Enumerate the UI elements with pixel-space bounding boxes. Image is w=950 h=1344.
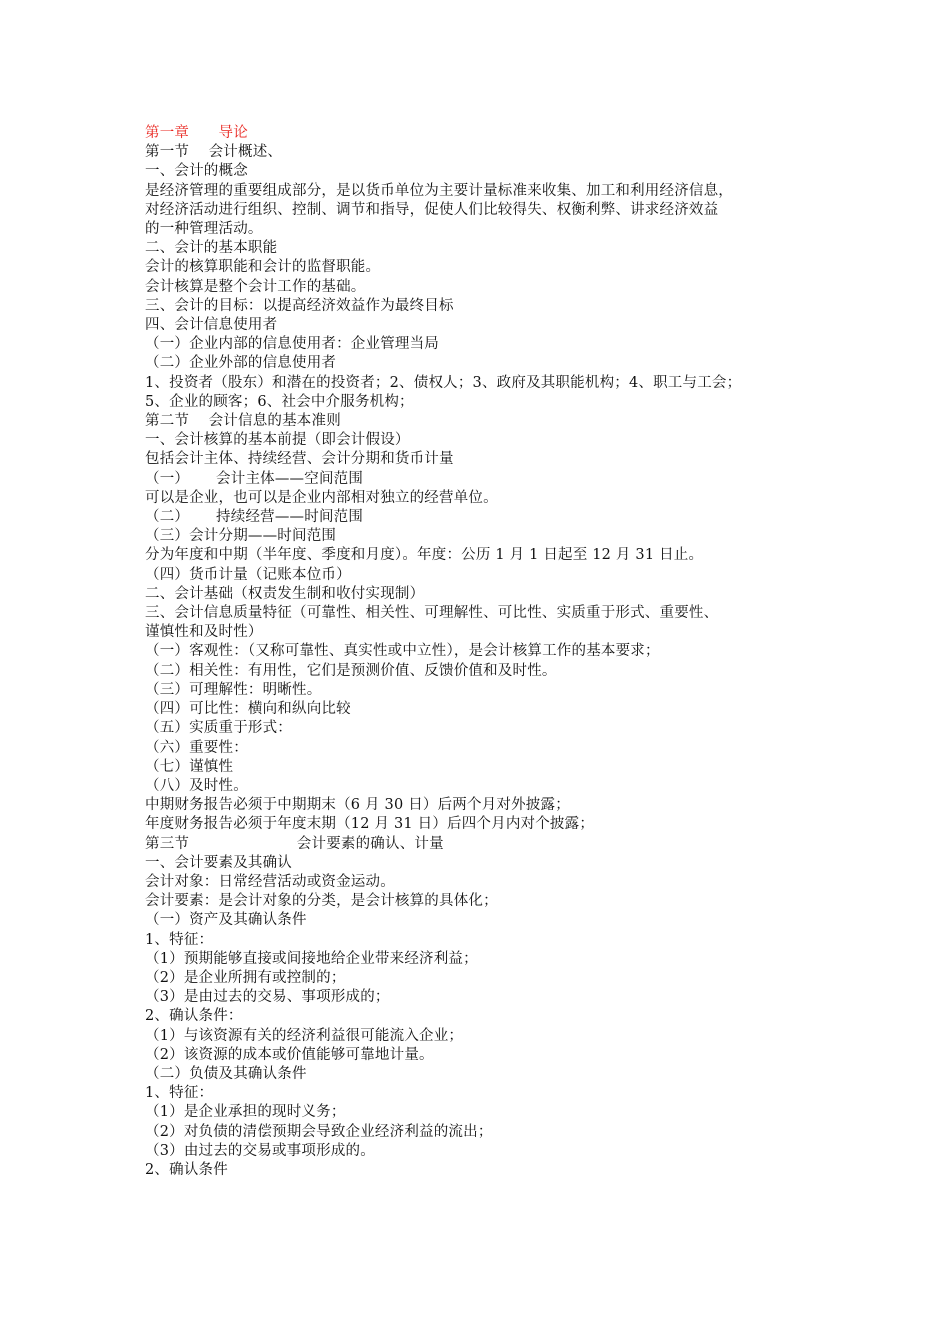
- text-line: （2）对负债的清偿预期会导致企业经济利益的流出；: [145, 1123, 493, 1140]
- text-line: （2）该资源的成本或价值能够可靠地计量。: [145, 1046, 434, 1063]
- text-line: 会计的核算职能和会计的监督职能。: [145, 259, 381, 276]
- text-line: （二）负债及其确认条件: [145, 1065, 307, 1082]
- text-line: （二）企业外部的信息使用者: [145, 355, 337, 372]
- text-line: 对经济活动进行组织、控制、调节和指导，促使人们比较得失、权衡利弊、讲求经济效益: [145, 201, 719, 218]
- text-line: 1、投资者（股东）和潜在的投资者；2、债权人；3、政府及其职能机构；4、职工与工会；: [145, 374, 742, 391]
- text-line: 二、会计基础（权责发生制和收付实现制）: [145, 585, 425, 602]
- document-body: [145, 124, 815, 1180]
- text-line: （三）会计分期——时间范围: [145, 528, 337, 545]
- text-line: （3）由过去的交易或事项形成的。: [145, 1142, 375, 1159]
- text-line: （1）是企业承担的现时义务；: [145, 1104, 346, 1121]
- text-line: （四）可比性：横向和纵向比较: [145, 701, 351, 718]
- text-line: 1、特征：: [145, 931, 214, 948]
- text-line: 会计核算是整个会计工作的基础。: [145, 278, 366, 295]
- text-line: 2、确认条件: [145, 1161, 228, 1178]
- text-line: （一）资产及其确认条件: [145, 912, 307, 929]
- text-line: 年度财务报告必须于年度末期（12 月 31 日）后四个月内对个披露；: [145, 816, 595, 833]
- text-line: （四）货币计量（记账本位币）: [145, 566, 351, 583]
- text-line: 四、会计信息使用者: [145, 317, 278, 334]
- text-line: 5、企业的顾客；6、社会中介服务机构；: [145, 393, 414, 410]
- text-line: 会计要素：是会计对象的分类，是会计核算的具体化；: [145, 893, 498, 910]
- text-line: 的一种管理活动。: [145, 221, 263, 238]
- section-heading: 第二节 会计信息的基本准则: [145, 413, 341, 430]
- text-line: （一）企业内部的信息使用者：企业管理当局: [145, 336, 439, 353]
- text-line: （二）相关性：有用性，它们是预测价值、反馈价值和及时性。: [145, 662, 557, 679]
- text-line: （三）可理解性：明晰性。: [145, 681, 322, 698]
- text-line: 是经济管理的重要组成部分，是以货币单位为主要计量标准来收集、加工和利用经济信息，: [145, 182, 733, 199]
- text-line: （七）谨慎性: [145, 758, 234, 775]
- text-line: （二） 持续经营——时间范围: [145, 509, 364, 526]
- text-line: （六）重要性：: [145, 739, 248, 756]
- text-line: （一） 会计主体——空间范围: [145, 470, 364, 487]
- text-line: （五）实质重于形式：: [145, 720, 292, 737]
- text-line: 1、特征：: [145, 1085, 214, 1102]
- text-line: （一）客观性：（又称可靠性、真实性或中立性），是会计核算工作的基本要求；: [145, 643, 660, 660]
- text-line: 中期财务报告必须于中期期末（6 月 30 日）后两个月对外披露；: [145, 797, 570, 814]
- text-line: 2、确认条件：: [145, 1008, 243, 1025]
- text-line: 一、会计核算的基本前提（即会计假设）: [145, 432, 410, 449]
- text-line: 三、会计的目标：以提高经济效益作为最终目标: [145, 297, 454, 314]
- section-heading: 第一节 会计概述、: [145, 144, 283, 161]
- text-line: （1）预期能够直接或间接地给企业带来经济利益；: [145, 950, 478, 967]
- text-line: 三、会计信息质量特征（可靠性、相关性、可理解性、可比性、实质重于形式、重要性、: [145, 605, 719, 622]
- text-line: （3）是由过去的交易、事项形成的；: [145, 989, 390, 1006]
- chapter-title: 第一章 导论: [145, 125, 248, 141]
- text-line: 一、会计的概念: [145, 163, 248, 180]
- text-line: （2）是企业所拥有或控制的；: [145, 969, 346, 986]
- text-line: 一、会计要素及其确认: [145, 854, 292, 871]
- text-line: 二、会计的基本职能: [145, 240, 278, 257]
- text-line: 分为年度和中期（半年度、季度和月度）。年度：公历 1 月 1 日起至 12 月 31 日止。: [145, 547, 704, 564]
- text-line: 可以是企业，也可以是企业内部相对独立的经营单位。: [145, 489, 498, 506]
- text-line: 包括会计主体、持续经营、会计分期和货币计量: [145, 451, 454, 468]
- section-heading: 第三节 会计要素的确认、计量: [145, 835, 444, 852]
- text-line: 谨慎性和及时性）: [145, 624, 263, 641]
- text-line: 会计对象：日常经营活动或资金运动。: [145, 873, 395, 890]
- text-line: （1）与该资源有关的经济利益很可能流入企业；: [145, 1027, 464, 1044]
- text-line: （八）及时性。: [145, 777, 248, 794]
